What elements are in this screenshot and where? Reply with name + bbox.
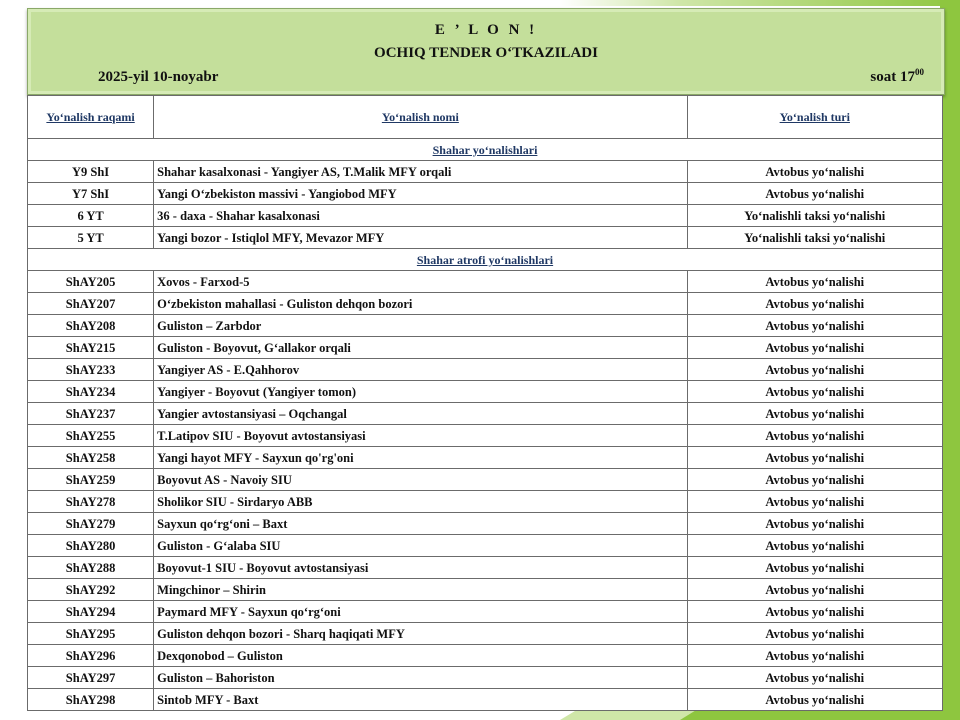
route-type-cell: Avtobus yo‘nalishi bbox=[687, 403, 942, 425]
table-row bbox=[28, 381, 943, 403]
route-name-cell: Guliston – Bahoriston bbox=[154, 667, 687, 689]
route-type-cell: Avtobus yo‘nalishi bbox=[687, 579, 942, 601]
route-number-cell: ShAY279 bbox=[28, 513, 154, 535]
route-type-cell: Avtobus yo‘nalishi bbox=[687, 293, 942, 315]
table-row bbox=[28, 403, 943, 425]
table-row bbox=[28, 491, 943, 513]
route-number-cell: ShAY234 bbox=[28, 381, 154, 403]
table-row bbox=[28, 293, 943, 315]
table-row bbox=[28, 359, 943, 381]
route-name-cell: O‘zbekiston mahallasi - Guliston dehqon bozori bbox=[154, 293, 687, 315]
route-type-cell: Avtobus yo‘nalishi bbox=[687, 315, 942, 337]
route-type-cell: Avtobus yo‘nalishi bbox=[687, 491, 942, 513]
table-row bbox=[28, 579, 943, 601]
route-type-cell: Avtobus yo‘nalishi bbox=[687, 623, 942, 645]
table-row bbox=[28, 469, 943, 491]
table-row bbox=[28, 535, 943, 557]
route-type-cell: Avtobus yo‘nalishi bbox=[687, 359, 942, 381]
route-type-cell: Avtobus yo‘nalishi bbox=[687, 513, 942, 535]
route-number-cell: ShAY278 bbox=[28, 491, 154, 513]
column-header-number: Yo‘nalish raqami bbox=[28, 96, 154, 139]
route-type-cell: Avtobus yo‘nalishi bbox=[687, 183, 942, 205]
route-name-cell: Yangi O‘zbekiston massivi - Yangiobod MFY bbox=[154, 183, 687, 205]
route-type-cell: Yo‘nalishli taksi yo‘nalishi bbox=[687, 227, 942, 249]
route-name-cell: Mingchinor – Shirin bbox=[154, 579, 687, 601]
column-header-type: Yo‘nalish turi bbox=[687, 96, 942, 139]
table-row bbox=[28, 183, 943, 205]
announcement-date: 2025-yil 10-noyabr bbox=[98, 69, 219, 85]
route-name-cell: Yangi bozor - Istiqlol MFY, Mevazor MFY bbox=[154, 227, 687, 249]
table-row bbox=[28, 667, 943, 689]
route-number-cell: ShAY207 bbox=[28, 293, 154, 315]
route-number-cell: ShAY258 bbox=[28, 447, 154, 469]
route-type-cell: Avtobus yo‘nalishi bbox=[687, 447, 942, 469]
time-minutes: 00 bbox=[915, 67, 924, 77]
table-row bbox=[28, 623, 943, 645]
route-name-cell: 36 - daxa - Shahar kasalxonasi bbox=[154, 205, 687, 227]
route-number-cell: ShAY215 bbox=[28, 337, 154, 359]
route-number-cell: ShAY292 bbox=[28, 579, 154, 601]
route-number-cell: Y9 ShI bbox=[28, 161, 154, 183]
table-row bbox=[28, 315, 943, 337]
section-header-row bbox=[28, 139, 943, 161]
section-title: Shahar yo‘nalishlari bbox=[28, 139, 943, 161]
route-name-cell: Shahar kasalxonasi - Yangiyer AS, T.Malik MFY orqali bbox=[154, 161, 687, 183]
route-name-cell: Sintob MFY - Baxt bbox=[154, 689, 687, 711]
table-row bbox=[28, 513, 943, 535]
route-type-cell: Avtobus yo‘nalishi bbox=[687, 469, 942, 491]
route-number-cell: 5 YT bbox=[28, 227, 154, 249]
column-header-name: Yo‘nalish nomi bbox=[154, 96, 687, 139]
table-row bbox=[28, 337, 943, 359]
route-number-cell: 6 YT bbox=[28, 205, 154, 227]
time-label: soat 17 bbox=[870, 69, 915, 85]
decor-top-band bbox=[560, 0, 960, 6]
route-name-cell: Boyovut AS - Navoiy SIU bbox=[154, 469, 687, 491]
route-number-cell: ShAY297 bbox=[28, 667, 154, 689]
announcement-title: E ’ L O N ! bbox=[434, 22, 538, 38]
table-row bbox=[28, 205, 943, 227]
route-number-cell: Y7 ShI bbox=[28, 183, 154, 205]
route-type-cell: Avtobus yo‘nalishi bbox=[687, 667, 942, 689]
route-name-cell: Sholikor SIU - Sirdaryo ABB bbox=[154, 491, 687, 513]
route-number-cell: ShAY233 bbox=[28, 359, 154, 381]
route-type-cell: Avtobus yo‘nalishi bbox=[687, 381, 942, 403]
table-header-row bbox=[28, 96, 943, 139]
route-name-cell: Yangiyer AS - E.Qahhorov bbox=[154, 359, 687, 381]
route-type-cell: Avtobus yo‘nalishi bbox=[687, 161, 942, 183]
section-title: Shahar atrofi yo‘nalishlari bbox=[28, 249, 943, 271]
route-name-cell: Guliston dehqon bozori - Sharq haqiqati MFY bbox=[154, 623, 687, 645]
route-type-cell: Avtobus yo‘nalishi bbox=[687, 271, 942, 293]
table-row bbox=[28, 689, 943, 711]
table-row bbox=[28, 425, 943, 447]
table-row bbox=[28, 645, 943, 667]
route-type-cell: Avtobus yo‘nalishi bbox=[687, 601, 942, 623]
route-type-cell: Avtobus yo‘nalishi bbox=[687, 535, 942, 557]
announcement-time bbox=[870, 67, 924, 86]
route-name-cell: Guliston - G‘alaba SIU bbox=[154, 535, 687, 557]
route-number-cell: ShAY294 bbox=[28, 601, 154, 623]
route-number-cell: ShAY288 bbox=[28, 557, 154, 579]
route-type-cell: Avtobus yo‘nalishi bbox=[687, 645, 942, 667]
route-number-cell: ShAY237 bbox=[28, 403, 154, 425]
route-number-cell: ShAY255 bbox=[28, 425, 154, 447]
route-name-cell: Paymard MFY - Sayxun qo‘rg‘oni bbox=[154, 601, 687, 623]
table-row bbox=[28, 557, 943, 579]
route-name-cell: Guliston - Boyovut, G‘allakor orqali bbox=[154, 337, 687, 359]
route-name-cell: Boyovut-1 SIU - Boyovut avtostansiyasi bbox=[154, 557, 687, 579]
route-type-cell: Avtobus yo‘nalishi bbox=[687, 337, 942, 359]
route-number-cell: ShAY259 bbox=[28, 469, 154, 491]
route-name-cell: T.Latipov SIU - Boyovut avtostansiyasi bbox=[154, 425, 687, 447]
table-row bbox=[28, 161, 943, 183]
decor-right-band bbox=[940, 0, 960, 720]
route-name-cell: Sayxun qo‘rg‘oni – Baxt bbox=[154, 513, 687, 535]
route-name-cell: Dexqonobod – Guliston bbox=[154, 645, 687, 667]
route-number-cell: ShAY295 bbox=[28, 623, 154, 645]
route-number-cell: ShAY296 bbox=[28, 645, 154, 667]
route-name-cell: Guliston – Zarbdor bbox=[154, 315, 687, 337]
route-number-cell: ShAY298 bbox=[28, 689, 154, 711]
table-row bbox=[28, 271, 943, 293]
route-type-cell: Avtobus yo‘nalishi bbox=[687, 689, 942, 711]
table-row bbox=[28, 447, 943, 469]
announcement-subtitle: OCHIQ TENDER O‘TKAZILADI bbox=[374, 45, 598, 61]
table-row bbox=[28, 227, 943, 249]
route-type-cell: Yo‘nalishli taksi yo‘nalishi bbox=[687, 205, 942, 227]
route-type-cell: Avtobus yo‘nalishi bbox=[687, 425, 942, 447]
route-type-cell: Avtobus yo‘nalishi bbox=[687, 557, 942, 579]
route-number-cell: ShAY205 bbox=[28, 271, 154, 293]
routes-table bbox=[27, 95, 943, 711]
route-name-cell: Xovos - Farxod-5 bbox=[154, 271, 687, 293]
route-number-cell: ShAY280 bbox=[28, 535, 154, 557]
route-name-cell: Yangier avtostansiyasi – Oqchangal bbox=[154, 403, 687, 425]
table-body bbox=[28, 139, 943, 711]
announcement-banner bbox=[27, 8, 945, 95]
route-name-cell: Yangi hayot MFY - Sayxun qo'rg'oni bbox=[154, 447, 687, 469]
table-row bbox=[28, 601, 943, 623]
section-header-row bbox=[28, 249, 943, 271]
route-number-cell: ShAY208 bbox=[28, 315, 154, 337]
route-name-cell: Yangiyer - Boyovut (Yangiyer tomon) bbox=[154, 381, 687, 403]
